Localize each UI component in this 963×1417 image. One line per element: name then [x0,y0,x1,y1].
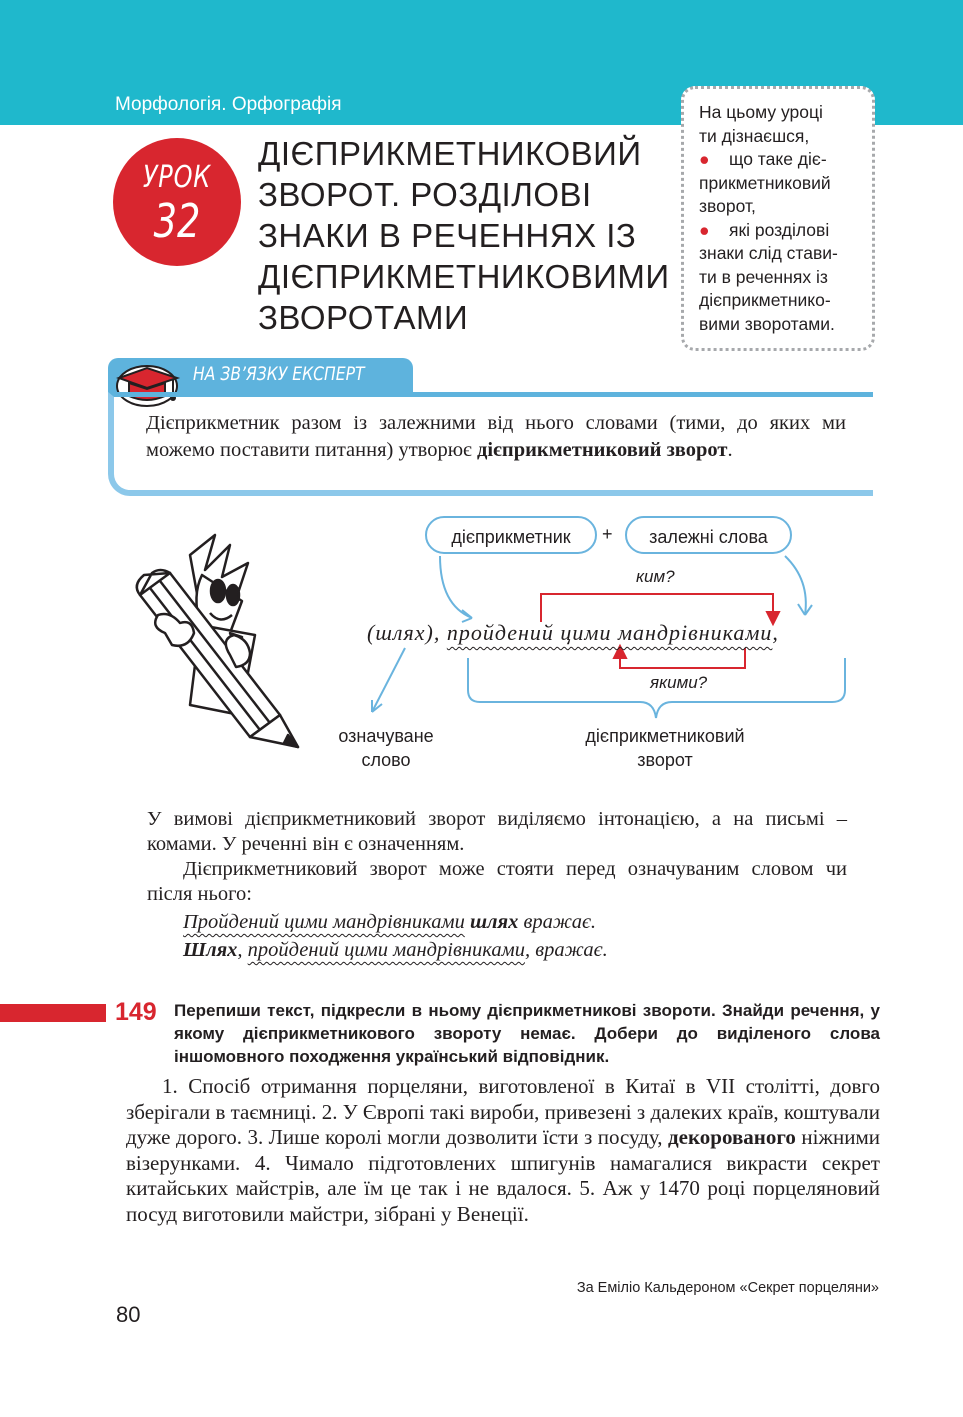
section-title: Морфологія. Орфографія [115,94,342,115]
exercise-text: 1. Спосіб отримання порцеляни, виготовленої в Китаї в VII столітті, довго зберігали в таємниці. 2. У Європі такі вироби, привезені з далеких країв, коштували дуже дорого. 3. Лише королі могли дозволити їсти з посуду, декорованого ніжними візерунками. 4. Чимало підготовлених шпигунів намагалися викрасти секрет китайських майстрів, але їм це так і не вдалося. 5. Аж у 1470 році порцеляновий посуд виготовили майстри, зібрані у Венеції. [126,1074,880,1226]
exercise-task: Перепиши текст, підкресли в ньому дієприкметникові звороти. Знайди речення, у якому дієприкметникового звороту немає. Добери до виділеного слова іншомовного походження український відповідник. [174,1001,880,1066]
title-line: ЗВОРОТАМИ [258,299,469,336]
lesson-number: 32 [153,194,201,248]
example-2: Шлях, пройдений цими мандрівниками, вражає. [183,939,608,961]
term-bold: дієприкметниковий зворот [476,439,728,461]
goals-item-2-line: дієприкметнико- [699,290,831,310]
dependent-words-pill: залежні слова [625,516,792,554]
example-1: Пройдений цими мандрівниками шлях вражає. [183,911,597,933]
question-whom: ким? [636,567,675,586]
goals-item-1-line: прикметниковий [699,172,831,193]
bullet-icon: ● [699,219,710,240]
expert-definition: Дієприкметник разом із залежними від нього словами (тими, до яких ми можемо поставити питання) утворює дієприкметниковий зворот. [146,412,846,461]
goals-item-1-line: зворот, [699,196,756,216]
goals-item-2-line: знаки слід стави- [699,243,838,263]
example-phrase: (шлях), пройдений цими мандрівниками, [367,620,779,645]
goals-item-2-line: ти в реченнях із [699,266,828,287]
goals-item-2-line: вими зворотами. [699,313,835,334]
exercise-marker-bar [0,1004,106,1022]
page-number: 80 [116,1302,141,1327]
title-line: ДІЄПРИКМЕТНИКОВИМИ [258,258,670,295]
label-modified-word: означуване слово [338,726,434,770]
title-line: ЗНАКИ В РЕЧЕННЯХ ІЗ [258,217,637,254]
text-source: За Еміліо Кальдероном «Секрет порцеляни» [576,1280,879,1296]
exercise-number: 149 [115,998,157,1026]
goals-item-1: ● що таке діє- [699,148,858,172]
expert-label: НА ЗВ’ЯЗКУ ЕКСПЕРТ [193,363,365,385]
title-line: ДІЄПРИКМЕТНИКОВИЙ [258,135,642,172]
rule-text [147,807,847,965]
participle-phrase: пройдений цими мандрівниками [446,620,773,645]
goals-intro: На цьому уроці [699,102,823,122]
paragraph: У вимові дієприкметниковий зворот виділяємо інтонацією, а на письмі – комами. У реченні він є означенням. [147,808,847,855]
label-participial-phrase: дієприкметниковий зворот [585,726,745,770]
goals-item-2: ● які розділові [699,219,858,243]
goals-intro: ти дізнаєшся, [699,125,810,146]
participle-pill: дієприкметник [425,516,597,554]
title-line: ЗВОРОТ. РОЗДІЛОВІ [258,176,592,213]
modified-noun: (шлях) [367,620,434,645]
bullet-icon: ● [699,149,710,169]
plus-sign: + [602,524,613,544]
lesson-word: УРОК [142,160,212,195]
highlighted-word: декорованого [668,1125,796,1149]
paragraph: Дієприкметниковий зворот може стояти перед означуваним словом чи після нього: [147,858,847,905]
question-which: якими? [650,673,708,692]
